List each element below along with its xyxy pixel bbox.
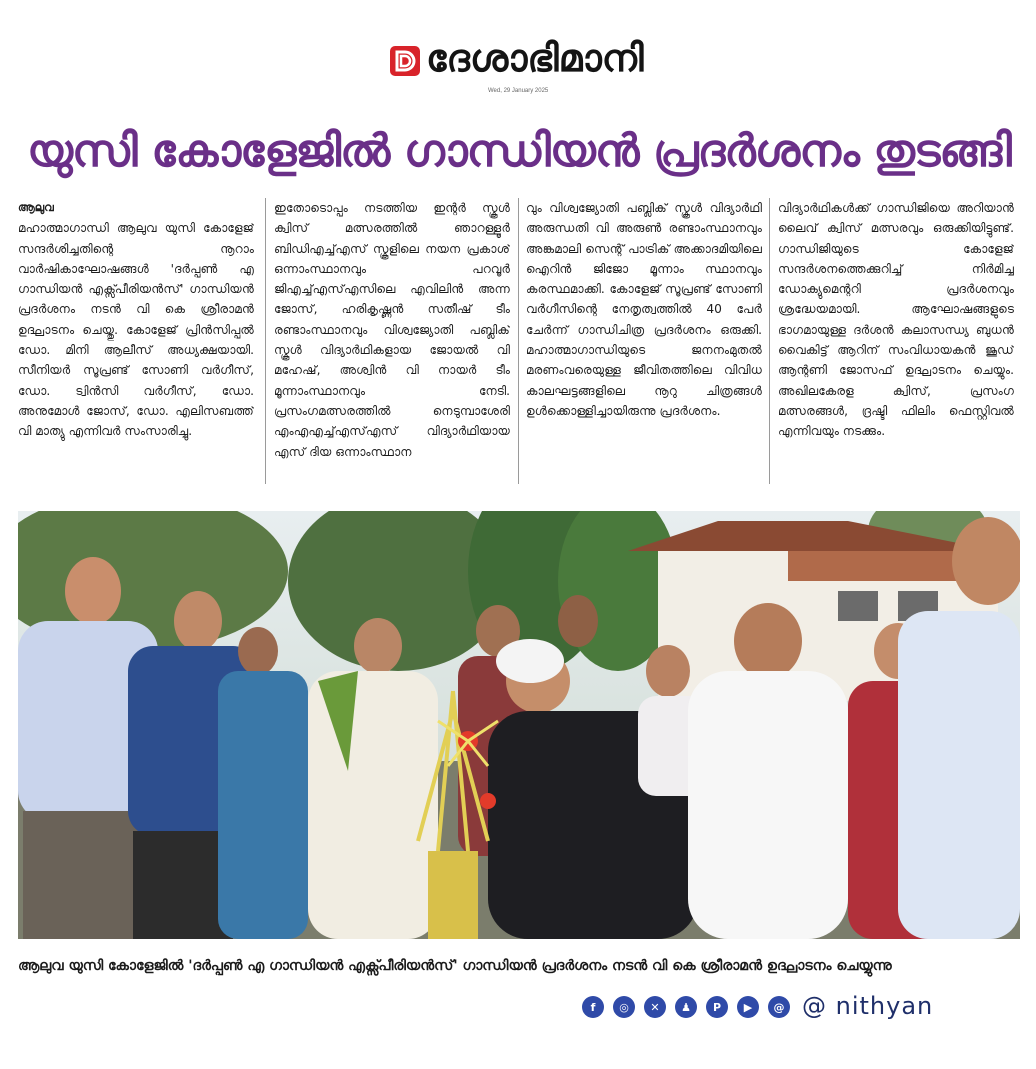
snapchat-icon[interactable]: ♟ <box>675 996 697 1018</box>
article-column-4 <box>778 198 1014 490</box>
article-column-1 <box>18 198 254 490</box>
article-column-2 <box>274 198 510 490</box>
news-photo <box>18 511 1020 939</box>
youtube-icon[interactable]: ▶ <box>737 996 759 1018</box>
article-column-1-text: മഹാത്മാഗാന്ധി ആലുവ യുസി കോളേജ് സന്ദർശിച്ചതിന്റെ നൂറാം വാർഷികാഘോഷങ്ങൾ 'ദർപ്പൺ എ ഗാന്ധിയൻ എക്സ്പീരിയൻസ്' ഗാന്ധിയൻ പ്രദർശനം നടൻ വി കെ ശ്രീരാമൻ ഉദ്ഘാടനം ചെയ്തു. കോളേജ് പ്രിൻസിപ്പൽ ഡോ. മിനി ആലീസ് അധ്യക്ഷയായി. സീനിയർ സൂപ്രണ്ട് സോണി വർഗീസ്, ഡോ. ട്വിൻസി വർഗീസ്, ഡോ. അനുമോൾ ജോസ്, ഡോ. എലിസബത്ത് വി മാത്യു എന്നിവർ സംസാരിച്ചു. <box>18 221 254 439</box>
column-divider <box>265 198 266 484</box>
column-divider <box>518 198 519 484</box>
photo-caption: ആലുവ യുസി കോളേജിൽ 'ദർപ്പൺ എ ഗാന്ധിയൻ എക്സ്പീരിയൻസ്' ഗാന്ധിയൻ പ്രദർശനം നടൻ വി കെ ശ്രീരാമൻ ഉദ്ഘാടനം ചെയ്യുന്നു <box>18 958 892 974</box>
newspaper-logo-icon <box>390 46 420 76</box>
article-column-3-text: വും വിശ്വജ്യോതി പബ്ലിക് സ്കൂൾ വിദ്യാർഥി അരുന്ധതി വി അരുൺ രണ്ടാംസ്ഥാനവും അങ്കമാലി സെന്റ് പാട്രിക് അക്കാദമിയിലെ ഐറിൻ ജിജോ മൂന്നാം സ്ഥാനവും കരസ്ഥമാക്കി. കോളേജ് സൂപ്രണ്ട് സോണി വർഗീസിന്റെ നേതൃത്വത്തിൽ 40 പേർ ചേർന്ന് ഗാന്ധിചിത്ര പ്രദർശനം ഒരുക്കി. മഹാത്മാഗാന്ധിയുടെ ജനനംമുതൽ മരണംവരെയുള്ള ജീവിതത്തിലെ വിവിധ കാലഘട്ടങ്ങളിലെ നൂറു ചിത്രങ്ങൾ ഉൾക്കൊള്ളിച്ചായിരുന്നു പ്രദർശനം. <box>526 201 762 418</box>
dateline: ആലുവ <box>18 201 54 214</box>
article-column-2-text: ഇതോടൊപ്പം നടത്തിയ ഇന്റർ സ്കൂൾ ക്വിസ് മത്സരത്തിൽ ഞാറള്ളൂർ ബിഡിഎച്ച്എസ് സ്കൂളിലെ നയന പ്രകാശ് ഒന്നാംസ്ഥാനവും പറവൂർ ജിഎച്ച്എസ്എസിലെ എവിലിൻ അന്ന ജോസ്, ഹരികൃഷ്ണൻ സതീഷ് ടീം രണ്ടാംസ്ഥാനവും വിശ്വജ്യോതി പബ്ലിക് സ്കൂൾ വിദ്യാർഥികളായ ജോയൽ വി മഹേഷ്, അശ്വിൻ വി നായർ ടീം മൂന്നാംസ്ഥാനവും നേടി. പ്രസംഗമത്സരത്തിൽ നെടുമ്പാശേരി എംഎഎച്ച്എസ്എസ് വിദ്യാർഥിയായ എസ് ദിയ ഒന്നാംസ്ഥാന <box>274 201 510 459</box>
author-handle: @ nithyan <box>802 992 934 1020</box>
threads-icon[interactable]: @ <box>768 996 790 1018</box>
social-icons <box>582 994 799 1020</box>
masthead <box>0 34 1036 98</box>
article-body <box>18 198 1018 493</box>
pinterest-icon[interactable]: P <box>706 996 728 1018</box>
headline: യുസി കോളേജിൽ ഗാന്ധിയൻ പ്രദർശനം തുടങ്ങി <box>27 124 1011 177</box>
issue-date: Wed, 29 January 2025 <box>488 88 549 94</box>
instagram-icon[interactable]: ◎ <box>613 996 635 1018</box>
facebook-icon[interactable]: f <box>582 996 604 1018</box>
newspaper-name: ദേശാഭിമാനി <box>426 36 644 80</box>
x-icon[interactable]: ✕ <box>644 996 666 1018</box>
article-column-4-text: വിദ്യാർഥികൾക്ക് ഗാന്ധിജിയെ അറിയാൻ ലൈവ് ക്വിസ് മത്സരവും ഒരുക്കിയിട്ടുണ്ട്. ഗാന്ധിജിയുടെ കോളേജ് സന്ദർശനത്തെക്കുറിച്ച് നിർമിച്ച ഡോക്യുമെന്ററി പ്രദർശനവും ശ്രദ്ധേയമായി. ആഘോഷങ്ങളുടെ ഭാഗമായുള്ള ദർശൻ കലാസന്ധ്യ ബുധൻ വൈകിട്ട് ആറിന് സംവിധായകൻ ജൂഡ് ആന്റണി ജോസഫ് ഉദ്ഘാടനം ചെയ്യും. അഖിലകേരള ക്വിസ്, പ്രസംഗ മത്സരങ്ങൾ, ദ്രഷ്ടി ഫിലിം ഫെസ്റ്റിവൽ എന്നിവയും നടക്കും. <box>778 201 1014 439</box>
article-column-3 <box>526 198 762 490</box>
column-divider <box>769 198 770 484</box>
